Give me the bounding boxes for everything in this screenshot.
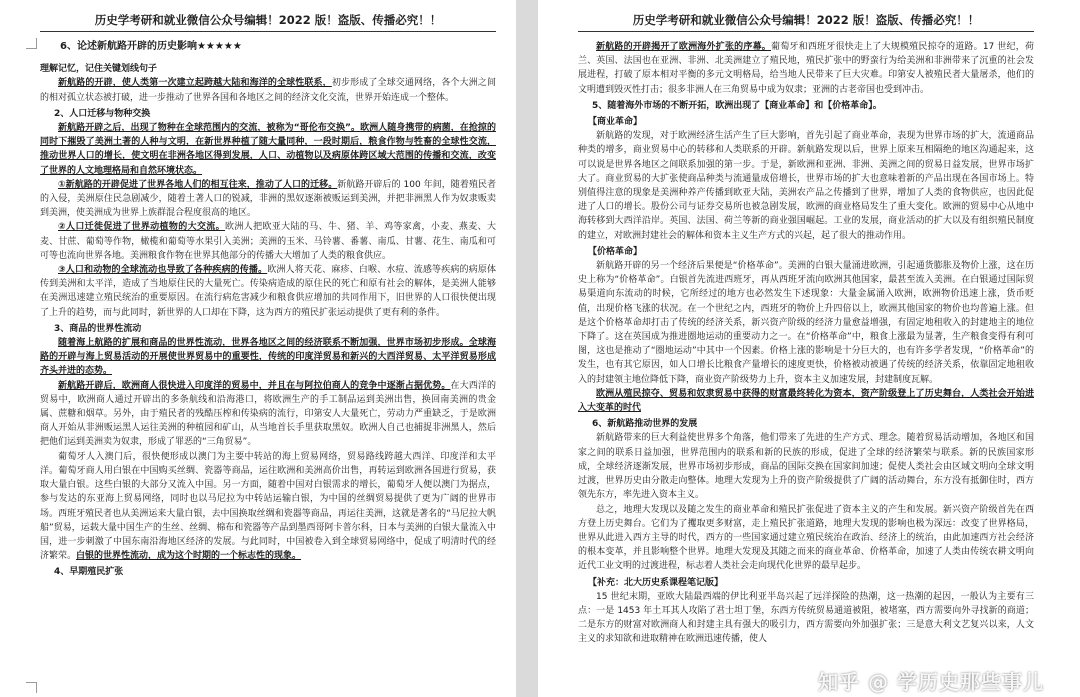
key-sentence: 新航路的开辟揭开了欧洲海外扩张的序幕。 <box>596 42 771 52</box>
paragraph <box>40 76 496 104</box>
margin-corner-mark <box>26 38 37 49</box>
paragraph-text: 欧洲人随身携带的病菌，在抢掠的同时下摧毁了美洲土著的人种与文明，在新世界种植了随大量同种，一段时期后，粮食作物与牲畜的全球性交流，推动世界人口的增长，使文明在非洲各地区得到发展，人口、动植物以及病原体跨区域大范围的传播和交流，改变了世界的人文地理格局和自然环境状态。 <box>40 123 496 176</box>
margin-corner-mark <box>26 682 37 693</box>
paragraph <box>40 379 496 450</box>
paragraph-text: 新航路开辟后的 100 年间，随着殖民者的入侵，美洲原住民急剧减少，随着土著人口的锐减，非洲的黑奴逐渐被贩运到美洲，并把非洲黑人作为奴隶贩卖到美洲，使美洲成为世界上族群混合程度很高的地区。 <box>40 179 497 219</box>
memory-tip: 理解记忆，记住关键划线句子 <box>40 64 158 75</box>
bracket-heading: 【商业革命】 <box>588 117 643 128</box>
paragraph: 总之，地理大发现以及随之发生的商业革命和殖民扩张促进了资本主义的产生和发展。新兴资产阶级首先在西方登上历史舞台。它们为了攫取更多财富，走上殖民扩张道路，地理大发现的影响也极为深远：改变了世界格局，世界从此进入西方主导的时代，西方的一些国家通过建立殖民统治在政治、经济上的统治，由此加速西方社会经济的根本变革，并且影响整个世界。地理大发现及其随之而来的商业革命、价格革命，加速了人类由传统农耕文明向近代工业文明的过渡进程，标志着人类社会走向现代化世界的最早起步。 <box>578 504 1034 572</box>
paragraph-text: 葡萄牙和西班牙很快走上了大规模殖民掠夺的道路。17 世纪，荷兰、英国、法国也在亚洲、非洲、北美洲建立了殖民地，殖民扩张中的野蛮行为给美洲和非洲带来了沉重的社会发展进程，打破了原本相对平衡的多元文明格局，给当地人民带来了巨大灾难。印第安人被殖民者大量屠杀，他们的文明遭到毁灭性打击；很多非洲人在三角贸易中成为奴隶；亚洲的古老帝国也受到冲击。 <box>578 42 1034 95</box>
subheading: 6、新航路推动世界的发展 <box>592 419 698 430</box>
paragraph <box>40 263 496 320</box>
section-title: 6、论述新航路开辟的历史影响★★★★★ <box>60 41 242 52</box>
bracket-heading: 【价格革命】 <box>588 246 643 257</box>
paragraph-text: 欧洲人将天花、麻疹、白喉、水痘、流感等疾病的病原体传到美洲和太平洋，造成了当地原住民的大量死亡。传染病造成的原住民的死亡和原有社会的解体，是美洲人能够在美洲迅速建立殖民统治的重要原因。在流行病危害减少和粮食供应增加的共同作用下，旧世界的人口很快便出现了上升的趋势，而与此同时，新世界的人口却在下降，这为西方的殖民扩张运动提供了更有利的条件。 <box>40 265 496 318</box>
paragraph: 新航路开辟的另一个经济后果便是“价格革命”。美洲的白银大量涌进欧洲，引起通货膨胀及物价上涨，这在历史上称为“价格革命”。白银首先流进西班牙，再从西班牙流向欧洲其他国家，最甚至流入美洲。在白银通过国际贸易渠道向东流动的时候，它所经过的地方也必然发生下述现象：大量金属涌入欧洲，欧洲物价迅速上涨，货币贬值，出现价格飞涨的状况。在一个世纪之内，西班牙的物价上升四倍以上，欧洲其他国家的物价也均普遍上涨。但是这个价格革命却打击了传统的经济关系，新兴资产阶级的经济力量愈益增强，有固定地租收入的封建地主的地位下降了。这在英国成为推进圈地运动的重要动力之一。在“价格革命”中，粮食上涨最为显著，生产粮食变得有利可图，这也是推动了“圈地运动”中其中一个因素。价格上涨的影响是十分巨大的，也有许多学者发现，“价格革命”的发生，也有其它原因，如人口增长比粮食产量增长的速度更快，价格被动被遇了传统的经济关系，依靠固定地租收入的封建领主地位降低下降，商业资产阶级势力上升，资本主义加速发展，封建制度瓦解。 <box>578 261 1034 385</box>
subheading: 2、人口迁移与物种交换 <box>54 108 151 119</box>
paragraph: 新航路的发现，对于欧洲经济生活产生了巨大影响，首先引起了商业革命，表现为世界市场的扩大，流通商品种类的增多，商业贸易中心的转移和人类联系的开辟。新航路发现以后，世界上原来互相隔绝的地区沟通起来，这可以说是世界各地区之间联系加强的第一步。于是，新欧洲和亚洲、非洲、美洲之间的贸易日益发展，世界市场扩大了。商业贸易的大扩张使商品种类与流通量成倍增长，世界市场的扩大也意味着新的产品出现在各国市场上。特别值得注意的现象是美洲种养产传播到欧亚大陆，美洲农产品之传播到了世界，增加了人类的食物供应，也因此促进了人口的增长。股份公司与证券交易所也被急剧发展，欧洲的商业格局发生了重大变化。欧洲的贸易中心从地中海转移到大西洋沿岸。英国、法国、荷兰等新的商业强国崛起。工业的发展，商业活动的扩大以及有组织殖民制度的建立，对欧洲封建社会的解体和资本主义生产方式的兴起，起了很大的推动作用。 <box>578 131 1034 241</box>
watermark: 知乎 @ 学历史那些事儿 <box>818 670 1044 694</box>
key-sentence: ②人口迁徙促进了世界动植物的大交流。 <box>58 222 226 233</box>
document-page-right <box>538 0 1080 697</box>
document-page-left <box>0 0 516 697</box>
key-sentence: 新航路开辟后，欧洲商人很快进入印度洋的贸易中，并且在与阿拉伯商人的竞争中逐渐占据优势。 <box>58 380 451 391</box>
paragraph: 15 世纪末期，亚欧大陆最西端的伊比利亚半岛兴起了远洋探险的热潮，这一热潮的起因，一般认为主要有三点：一是 1453 年土耳其人攻陷了君士坦丁堡，东西方传统贸易通道被阻，被堵塞，西方需要向外寻找新的商道；二是东方的财富对欧洲商人和封建主具有强大的吸引力，西方需要向外加强扩张；三是意大利文艺复兴以来，人文主义的求知欲和进取精神在欧洲迅速传播，使人 <box>578 591 1034 645</box>
page-header: 历史学考研和就业微信公众号编辑！2022 版！盗版、传播必究！！ <box>40 12 496 32</box>
paragraph-text: 葡萄牙人入澳门后，很快便形成以澳门为主要中转站的海上贸易网络，贸易路线跨越大西洋、印度洋和太平洋。葡萄牙商人用白银在中国购买丝绸、瓷器等商品，运往欧洲和美洲高价出售，再转运到欧洲各国进行贸易，获取大量白银。这些白银的大部分又流入中国。另一方面，随着中国对白银需求的增长，葡萄牙人便以澳门为据点，参与发达的东亚海上贸易网络，同时也以马尼拉为中转站运输白银，为中国的丝绸贸易提供了更为广阔的世界市场。西班牙殖民者也从美洲运来大量白银，去中国换取丝绸和瓷器等商品，再运往美洲，这就是著名的“马尼拉大帆船”贸易，运载大量中国生产的生丝、丝绸、棉布和瓷器等产品到墨西哥阿卡普尔科，日本与美洲的白银大量流入中国，进一步刺激了中国东南沿海地区经济的发展。与此同时，中国被卷入到全球贸易网络中，促成了明清时代的经济繁荣。 <box>40 451 496 562</box>
key-sentence: 白银的世界性流动，成为这个时期的一个标志性的现象。 <box>76 551 302 562</box>
page-header: 历史学考研和就业微信公众号编辑！2022 版！盗版、传播必究！！ <box>578 12 1034 32</box>
paragraph <box>40 450 496 564</box>
subheading: 3、商品的世界性流动 <box>54 323 142 334</box>
key-sentence: ③人口和动物的全球流动也导致了各种疾病的传播。 <box>58 265 268 276</box>
key-sentence: 新航路的开辟，使人类第一次建立起跨越大陆和海洋的全球性联系， <box>58 78 332 89</box>
key-sentence: 新航路开辟之后，出现了物种在全球范围内的交流，被称为“哥伦布交换”。 <box>58 123 361 134</box>
paragraph <box>40 121 496 178</box>
paragraph-text: 初步形成了全球交通网络，各个大洲之间的相对孤立状态被打破，进一步推动了世界各国和各地区之间的经济文化交流，世界开始连成一个整体。 <box>40 78 496 103</box>
page-gutter <box>516 0 538 697</box>
paragraph <box>40 220 496 263</box>
paragraph: 欧洲从殖民掠夺、贸易和奴隶贸易中获得的财富最终转化为资本，资产阶级登上了历史舞台，人类社会开始进入大变革的时代 <box>578 388 1034 414</box>
paragraph <box>578 40 1034 97</box>
subheading: 4、早期殖民扩张 <box>54 567 124 578</box>
paragraph-text: 欧洲人把欧亚大陆的马、牛、猪、羊、鸡等家禽，小麦、燕麦、大麦、甘蔗、葡萄等作物，橄榄和葡萄等水果引入美洲；美洲的玉米、马铃薯、番薯、南瓜、甘薯、花生、南瓜和可可等也流向世界各地。美洲粮食作物在世界其他部分的传播大大增加了人类的粮食供应。 <box>40 222 496 261</box>
key-sentence: ①新航路的开辟促进了世界各地人们的相互往来，推动了人口的迁移。 <box>58 179 338 190</box>
paragraph <box>40 178 496 221</box>
subheading: 5、随着海外市场的不断开拓，欧洲出现了【商业革命】和【价格革命】。 <box>592 100 882 111</box>
paragraph: 随着海上航路的扩展和商品的世界性流动，世界各地区之间的经济联系不断加强，世界市场初步形成。全球海路的开辟与海上贸易活动的开展使世界贸易中的重要性，传统的印度洋贸易和新兴的大西洋贸易、太平洋贸易形成齐头并进的态势。 <box>40 338 496 377</box>
bracket-heading: 【补充：北大历史系课程笔记版】 <box>588 577 724 588</box>
paragraph-text: 在大西洋的贸易中，欧洲商人通过开辟出的多条航线和沿海港口，将欧洲生产的手工制品运到美洲出售，换回南美洲的贵金属、蔗糖和烟草。另外，由于殖民者的残酷压榨和传染病的流行，印第安人大量死亡，劳动力严重缺乏，于是欧洲商人开始从非洲贩运黑人运往美洲的种植园和矿山，从当地首长手里获取黑奴。欧洲人自己也捕捉非洲黑人，然后把他们运到美洲卖为奴隶，形成了罪恶的“三角贸易”。 <box>40 380 496 448</box>
paragraph: 新航路带来的巨大利益使世界多个角落，他们带来了先进的生产方式、理念。随着贸易活动增加，各地区和国家之间的联系日益加强，世界范围内的联系和新的民族的形成，促进了全球的经济繁荣与联系。新的民族国家形成，全球经济逐渐发展，世界市场初步形成，商品的国际交换在国家间加速；促使人类社会由区域文明向全球文明过渡，世界历史由分散走向整体。地理大发现为上升的资产阶级提供了广阔的活动舞台，东方没有抵御住时，西方领先东方，率先进入资本主义。 <box>578 433 1034 501</box>
